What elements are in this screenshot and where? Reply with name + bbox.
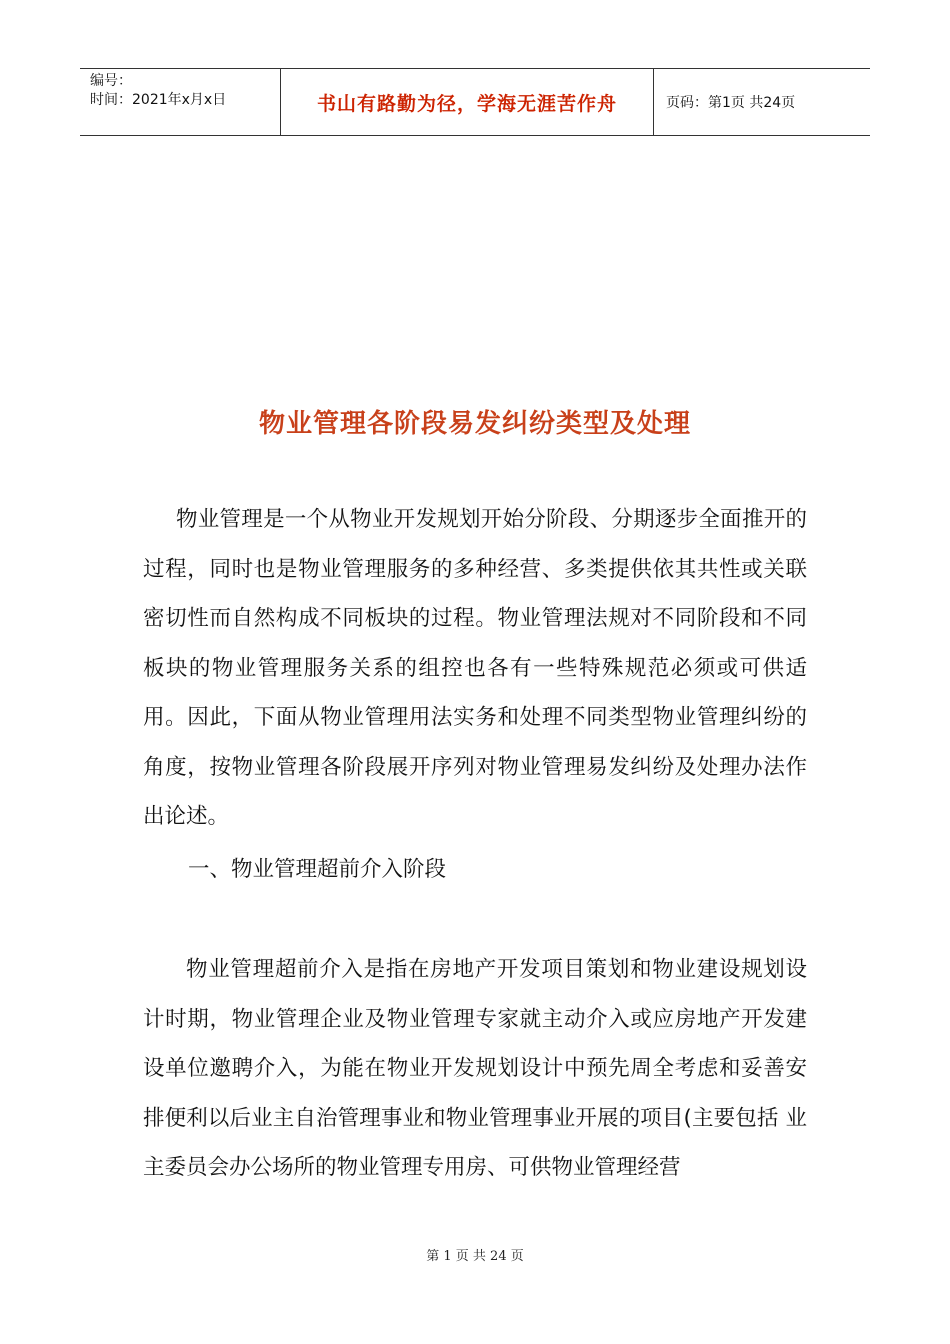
body-paragraph-1: 物业管理是一个从物业开发规划开始分阶段、分期逐步全面推开的过程，同时也是物业管理服务的多种经营、多类提供依其共性或关联密切性而自然构成不同板块的过程。物业管理法规对不同阶段和不同板块的物业管理服务关系的组控也各有一些特殊规范必须或可供适用。因此，下面从物业管理用法实务和处理不同类型物业管理纠纷的角度，按物业管理各阶段展开序列对物业管理易发纠纷及处理办法作出论述。: [143, 507, 807, 829]
document-title: 物业管理各阶段易发纠纷类型及处理: [258, 409, 691, 439]
header-time-label: 时间：2021年x月x日: [90, 92, 227, 108]
header-number-label: 编号：: [90, 73, 132, 89]
body-paragraph-2: 物业管理超前介入是指在房地产开发项目策划和物业建设规划设计时期，物业管理企业及物业管理专家就主动介入或应房地产开发建设单位邀聘介入，为能在物业开发规划设计中预先周全考虑和妥善安排便利以后业主自治管理事业和物业管理事业开展的项目(主要包括 业主委员会办公场所的物业管理专用房、可供物业管理经营: [143, 957, 807, 1180]
document-header: [80, 68, 870, 136]
header-page-info: 页码：第1页 共24页: [666, 95, 796, 111]
section-heading-1: 一、物业管理超前介入阶段: [188, 857, 447, 882]
page-footer: 第 1 页 共 24 页: [426, 1249, 524, 1264]
header-motto: 书山有路勤为径，学海无涯苦作舟: [281, 69, 654, 135]
header-meta-cell: [80, 69, 281, 135]
